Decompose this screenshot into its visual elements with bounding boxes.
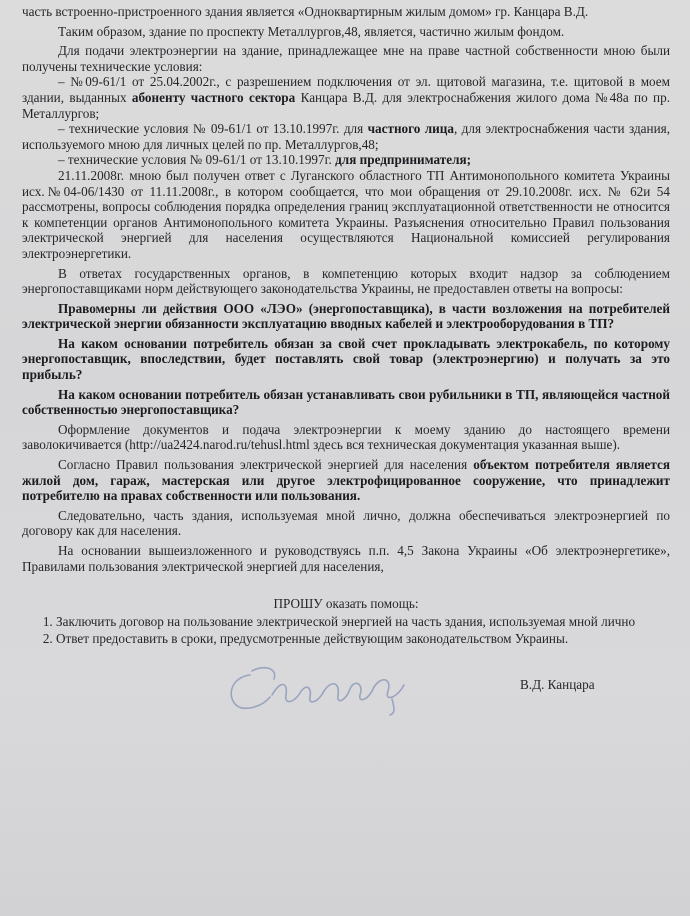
request-list: [22, 614, 670, 647]
paragraph: 21.11.2008г. мною был получен ответ с Луганского областного ТП Антимонопольного комитета Украины исх.№04-06/1430 от 11.11.2008г., в котором сообщается, что мои обращения от 29.10.2008г. исх. № 62и 54 рассмотрены, вопросы соблюдения порядка определения границ эксплуатационной ответственности не относится к компетенции органов Антимонопольного комитета Украины. Разъяснения относительно Правил пользования электрической энергией для населения осуществляются Национальной комиссией регулирования электроэнергетики.: [22, 167, 670, 261]
paragraph: В ответах государственных органов, в компетенцию которых входит надзор за соблюдением энергопоставщиками норм действующего законодательства Украины, не предоставлен ответы на вопросы:: [22, 265, 670, 297]
handwritten-signature: [222, 657, 432, 717]
question: На каком основании потребитель обязан устанавливать свои рубильники в ТП, являющейся частной собственностью энергопоставщика?: [22, 386, 670, 418]
list-item: 2. Ответ предоставить в сроки, предусмотренные действующим законодательством Украины.: [56, 631, 670, 647]
question: Правомерны ли действия ООО «ЛЭО» (энергопоставщика), в части возложения на потребителей электрической энергии обязанности эксплуатацию вводных кабелей и электрооборудования в ТП?: [22, 300, 670, 332]
paragraph: Оформление документов и подача электроэнергии к моему зданию до настоящего времени заволокичивается (http://ua2424.narod.ru/tehusl.html здесь вся техническая документация указанная выше).: [22, 421, 670, 453]
request-heading: ПРОШУ оказать помощь:: [273, 596, 419, 612]
paragraph: часть встроенно-пристроенного здания является «Одноквартирным жилым домом» гр. Канцара В.Д.: [22, 4, 589, 19]
question: На каком основании потребитель обязан за свой счет прокладывать электрокабель, по которому энергопоставщик, впоследствии, будет поставлять свой товар (электроэнергию) и получать за это прибыль?: [22, 335, 670, 383]
paragraph: На основании вышеизложенного и руководствуясь п.п. 4,5 Закона Украины «Об электроэнергетике», Правилами пользования электрической энергией для населения,: [22, 543, 670, 574]
signature-block: [22, 657, 670, 717]
document-body: [22, 4, 670, 717]
list-item: 1. Заключить договор на пользование электрической энергией на часть здания, используемая мной лично: [56, 614, 670, 630]
signer-name: В.Д. Канцара: [520, 676, 595, 692]
paragraph: – №09-61/1 от 25.04.2002г., с разрешением подключения от эл. щитовой магазина, т.е. щитовой в моем здании, выданных абоненту частного сектора Канцара В.Д. для электроснабжения жилого дома №48а по пр. Металлургов;: [22, 74, 670, 121]
paragraph: Таким образом, здание по проспекту Металлургов,48, является, частично жилым фондом.: [58, 23, 565, 39]
paragraph: – технические условия № 09-61/1 от 13.10.1997г. для частного лица, для электроснабжения части здания, используемого мною для личных целей по пр. Металлургов,48;: [22, 121, 670, 152]
paragraph: – технические условия № 09-61/1 от 13.10.1997г. для предпринимателя;: [58, 152, 472, 168]
paragraph: Согласно Правил пользования электрической энергией для населения объектом потребителя является жилой дом, гараж, мастерская или другое электрофицированное сооружение, что принадлежит потребителю на правах собственности или пользования.: [22, 457, 671, 504]
paragraph: Для подачи электроэнергии на здание, принадлежащее мне на праве частной собственности мною были получены технические условия:: [22, 43, 670, 74]
paragraph: Следовательно, часть здания, используемая мной лично, должна обеспечиваться электроэнергией по договору как для населения.: [22, 507, 670, 539]
